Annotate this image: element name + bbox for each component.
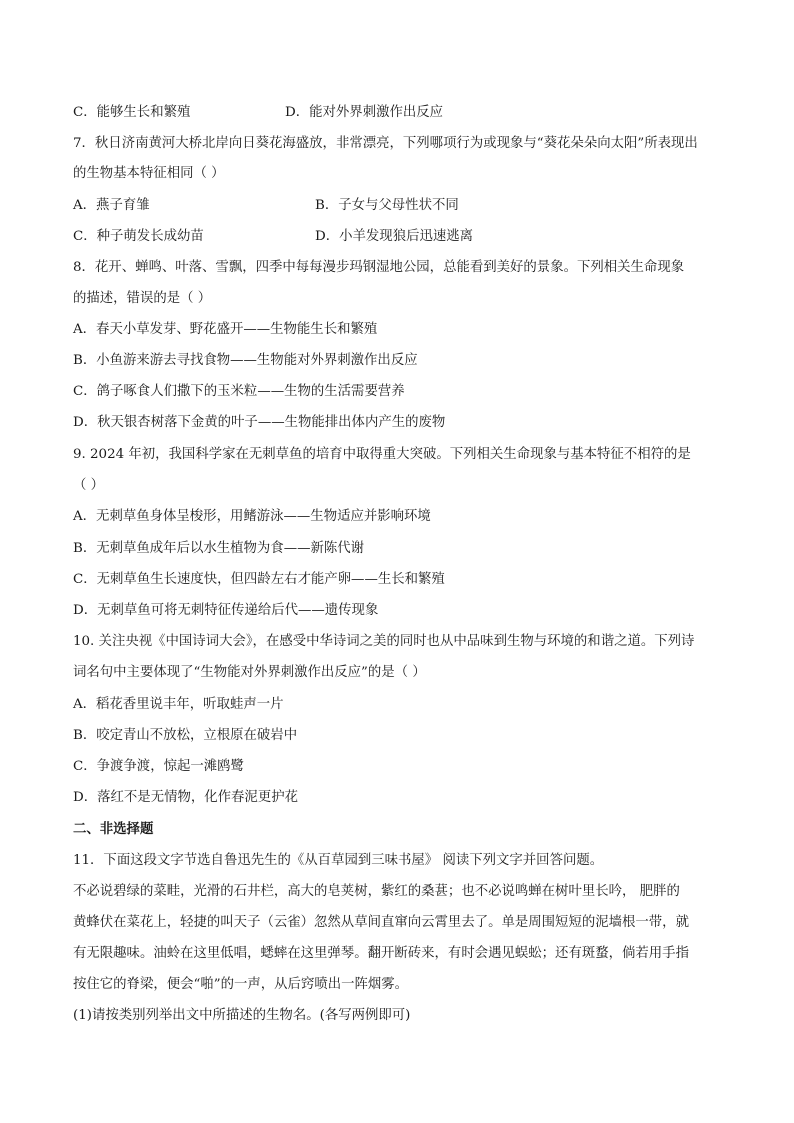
q11-passage-line-1: 不必说碧绿的菜畦，光滑的石井栏，高大的皂荚树，紫红的桑葚；也不必说鸣蝉在树叶里长吟， 肥胖的 [73, 884, 680, 899]
q6-option-c: C．能够生长和繁殖 [73, 105, 191, 120]
q11-subquestion-1: (1)请按类别列举出文中所描述的生物名。(各写两例即可) [73, 1008, 411, 1023]
section-heading: 二、非选择题 [73, 821, 154, 837]
q10-stem-line-1: 10. 关注央视《中国诗词大会》，在感受中华诗词之美的同时也从中品味到生物与环境的和谐之道。下列诗 [73, 634, 695, 649]
q8-stem-line-1: 8．花开、蝉鸣、叶落、雪飘，四季中每每漫步玛钢湿地公园，总能看到美好的景象。下列相关生命现象 [73, 260, 685, 275]
q11-passage-line-4: 按住它的脊梁，便会“啪”的一声，从后窍喷出一阵烟雾。 [73, 977, 409, 992]
q7-option-b: B．子女与父母性状不同 [315, 198, 459, 213]
q10-option-b: B．咬定青山不放松，立根原在破岩中 [73, 728, 298, 743]
q10-option-a: A．稻花香里说丰年，听取蛙声一片 [73, 697, 284, 712]
q8-option-a: A．春天小草发芽、野花盛开——生物能生长和繁殖 [73, 322, 378, 337]
q9-stem-line-1: 9. 2024 年初，我国科学家在无刺草鱼的培育中取得重大突破。下列相关生命现象与基本特征不相符的是 [73, 447, 691, 462]
q9-option-d: D．无刺草鱼可将无刺特征传递给后代——遗传现象 [73, 603, 379, 618]
q8-option-d: D．秋天银杏树落下金黄的叶子——生物能排出体内产生的废物 [73, 415, 446, 430]
q11-passage-line-3: 有无限趣味。油蛉在这里低唱，蟋蟀在这里弹琴。翻开断砖来，有时会遇见蜈蚣；还有斑蝥，倘若用手指 [73, 946, 689, 961]
q8-stem-line-2: 的描述，错误的是（ ） [73, 291, 212, 306]
q9-option-c: C．无刺草鱼生长速度快，但四龄左右才能产卵——生长和繁殖 [73, 572, 445, 587]
q10-option-c: C．争渡争渡，惊起一滩鸥鹭 [73, 759, 244, 774]
q7-option-a: A．燕子育雏 [73, 198, 150, 213]
q11-passage-line-2: 黄蜂伏在菜花上，轻捷的叫天子（云雀）忽然从草间直窜向云霄里去了。单是周围短短的泥墙根一带，就 [73, 915, 689, 930]
q10-stem-line-2: 词名句中主要体现了“生物能对外界刺激作出反应”的是（ ） [73, 665, 426, 680]
q6-option-d: D．能对外界刺激作出反应 [285, 105, 444, 120]
q7-stem-line-2: 的生物基本特征相同（ ） [73, 166, 225, 181]
q9-option-b: B．无刺草鱼成年后以水生植物为食——新陈代谢 [73, 541, 365, 556]
q7-option-c: C．种子萌发长成幼苗 [73, 229, 204, 244]
q10-option-d: D．落红不是无情物，化作春泥更护花 [73, 790, 298, 805]
q7-option-d: D．小羊发现狼后迅速逃离 [315, 229, 474, 244]
q9-option-a: A．无刺草鱼身体呈梭形，用鳍游泳——生物适应并影响环境 [73, 509, 431, 524]
q8-option-c: C．鸽子啄食人们撒下的玉米粒——生物的生活需要营养 [73, 384, 405, 399]
q11-stem: 11．下面这段文字节选自鲁迅先生的《从百草园到三味书屋》 阅读下列文字并回答问题。 [73, 853, 604, 868]
q9-stem-line-2: （ ） [73, 478, 105, 493]
q8-option-b: B．小鱼游来游去寻找食物——生物能对外界刺激作出反应 [73, 353, 418, 368]
q7-stem-line-1: 7．秋日济南黄河大桥北岸向日葵花海盛放，非常漂亮，下列哪项行为或现象与“葵花朵朵向太阳”所表现出 [73, 136, 698, 151]
